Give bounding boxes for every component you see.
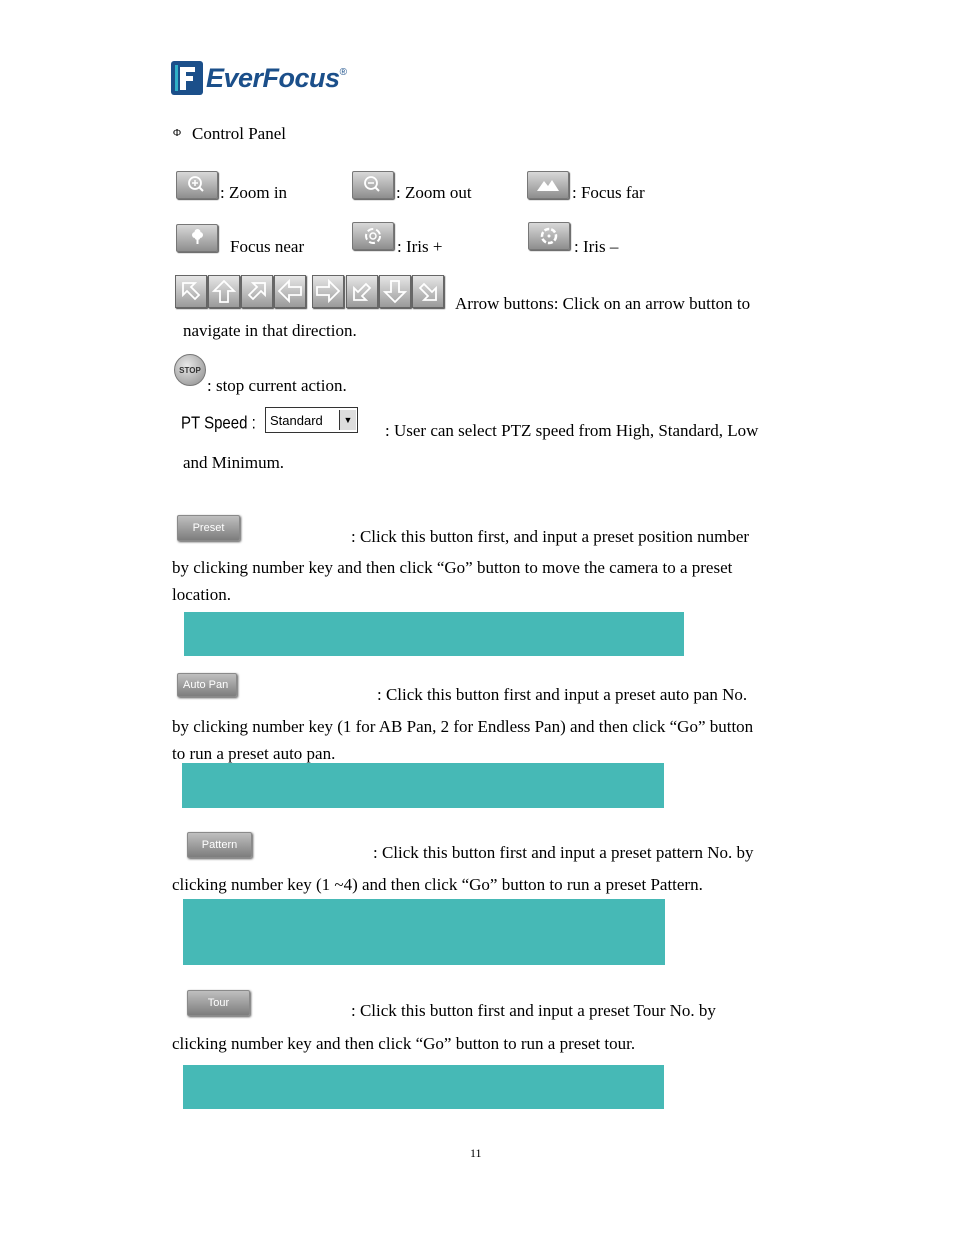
arrow-right-button[interactable]: [312, 275, 344, 308]
stop-desc: : stop current action.: [207, 376, 347, 395]
pattern-button-label: Pattern: [201, 839, 238, 851]
iris-plus-label: : Iris +: [397, 237, 443, 256]
everfocus-logo-mark-icon: [171, 61, 203, 95]
preset-desc-line1: : Click this button first, and input a preset position number: [351, 527, 750, 546]
arrow-up-left-button[interactable]: [175, 275, 207, 308]
arrow-up-right-icon: [242, 276, 272, 307]
arrow-up-button[interactable]: [208, 275, 240, 308]
section-bullet: Φ: [173, 127, 182, 139]
arrow-down-button[interactable]: [379, 275, 411, 308]
tour-button[interactable]: [187, 990, 250, 1016]
auto-pan-desc-line2: by clicking number key (1 for AB Pan, 2 for Endless Pan) and then click “Go” button: [172, 717, 754, 736]
pt-speed-label: PT Speed :: [181, 413, 256, 434]
arrow-buttons-desc-line2: navigate in that direction.: [183, 321, 357, 340]
zoom-in-button[interactable]: [176, 171, 218, 199]
auto-pan-highlight-block: [182, 763, 664, 808]
pattern-desc-line1: : Click this button first and input a preset pattern No. by: [373, 843, 754, 862]
page-number: 11: [470, 1146, 482, 1160]
arrow-down-left-icon: [347, 276, 377, 307]
everfocus-logo: [171, 61, 347, 95]
flower-icon: [177, 225, 217, 251]
arrow-down-right-icon: [413, 276, 443, 307]
pattern-desc-line2: clicking number key (1 ~4) and then click “Go” button to run a preset Pattern.: [172, 875, 703, 894]
arrow-down-icon: [380, 276, 410, 307]
iris-plus-button[interactable]: [352, 222, 394, 250]
preset-highlight-block: [184, 612, 684, 656]
pt-speed-selected-value: Standard: [270, 412, 323, 428]
section-title: Control Panel: [192, 124, 286, 143]
tour-desc-line1: : Click this button first and input a preset Tour No. by: [351, 1001, 716, 1020]
preset-desc-line3: location.: [172, 585, 232, 604]
zoom-out-button[interactable]: [352, 171, 394, 199]
logo-registered-mark: ®: [339, 67, 347, 78]
auto-pan-button[interactable]: [177, 673, 237, 697]
zoom-in-label: : Zoom in: [220, 183, 288, 202]
iris-minus-label: : Iris –: [574, 237, 619, 256]
iris-close-icon: [529, 223, 569, 249]
preset-button[interactable]: [177, 515, 240, 541]
preset-desc-line2: by clicking number key and then click “Go” button to move the camera to a preset: [172, 558, 733, 577]
focus-far-button[interactable]: [527, 171, 569, 199]
iris-minus-button[interactable]: [528, 222, 570, 250]
arrow-buttons-desc-line1: Arrow buttons: Click on an arrow button to: [455, 294, 751, 313]
pt-speed-select[interactable]: [265, 407, 358, 433]
arrow-right-icon: [313, 276, 343, 307]
arrow-up-right-button[interactable]: [241, 275, 273, 308]
tour-highlight-block: [183, 1065, 664, 1109]
tour-desc-line2: clicking number key and then click “Go” button to run a preset tour.: [172, 1034, 636, 1053]
chevron-down-icon: ▼: [339, 410, 356, 430]
auto-pan-desc-line3: to run a preset auto pan.: [172, 744, 336, 763]
arrow-up-left-icon: [176, 276, 206, 307]
arrow-left-button[interactable]: [274, 275, 306, 308]
arrow-left-icon: [275, 276, 305, 307]
pt-speed-desc-line1: : User can select PTZ speed from High, Standard, Low: [385, 421, 759, 440]
arrow-up-icon: [209, 276, 239, 307]
zoom-in-icon: [177, 172, 217, 198]
pattern-button[interactable]: [187, 832, 252, 858]
logo-text: EverFocus: [206, 63, 340, 93]
pt-speed-desc-line2: and Minimum.: [183, 453, 285, 472]
auto-pan-button-label: Auto Pan: [183, 679, 229, 691]
focus-near-label: Focus near: [230, 237, 305, 256]
auto-pan-desc-line1: : Click this button first and input a preset auto pan No.: [377, 685, 748, 704]
iris-open-icon: [353, 223, 393, 249]
preset-button-label: Preset: [192, 522, 225, 534]
pattern-highlight-block: [183, 899, 665, 965]
zoom-out-label: : Zoom out: [396, 183, 472, 202]
stop-icon-label: STOP: [179, 365, 201, 375]
stop-button[interactable]: [174, 354, 206, 386]
focus-far-label: : Focus far: [572, 183, 645, 202]
tour-button-label: Tour: [207, 997, 230, 1009]
mountain-icon: [528, 172, 568, 198]
focus-near-button[interactable]: [176, 224, 218, 252]
arrow-down-left-button[interactable]: [346, 275, 378, 308]
zoom-out-icon: [353, 172, 393, 198]
arrow-down-right-button[interactable]: [412, 275, 444, 308]
